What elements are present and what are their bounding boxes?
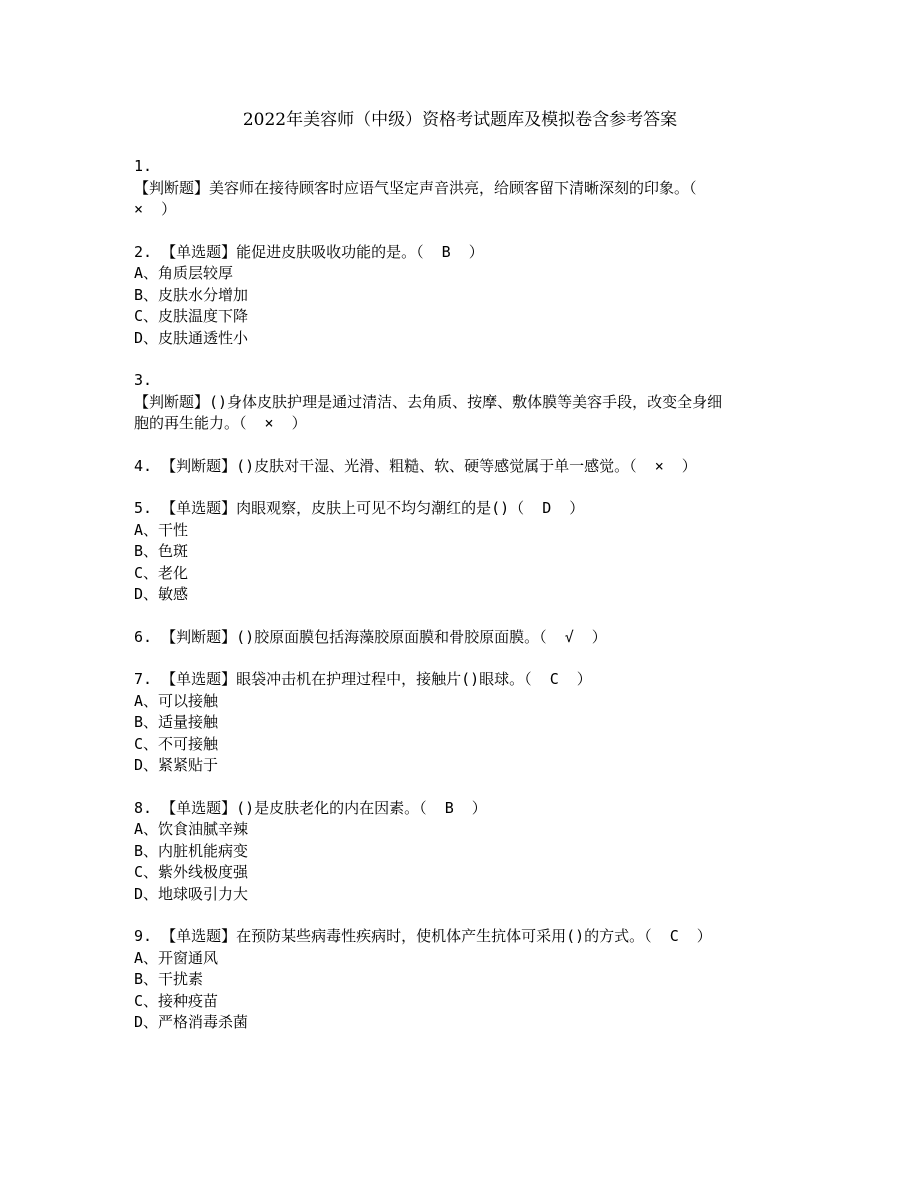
option-item: C、紫外线极度强	[134, 863, 249, 881]
question-text: 8. 【单选题】()是皮肤老化的内在因素。（ B ）	[134, 798, 487, 817]
question-text: 【判断题】()身体皮肤护理是通过清洁、去角质、按摩、敷体膜等美容手段，改变全身细	[134, 392, 723, 411]
option-item: A、饮食油腻辛辣	[134, 820, 249, 838]
question-item	[134, 669, 794, 777]
option-list	[134, 691, 794, 777]
option-item: A、角质层较厚	[134, 264, 234, 282]
option-item: B、色斑	[134, 542, 189, 560]
question-list	[134, 156, 794, 1055]
option-item: B、适量接触	[134, 713, 219, 731]
question-text: × ）	[134, 200, 177, 218]
option-item: A、可以接触	[134, 691, 219, 710]
question-number: 3.	[134, 371, 153, 389]
option-item: B、内脏机能病变	[134, 841, 249, 860]
question-item	[134, 798, 794, 906]
document-title: 2022年美容师（中级）资格考试题库及模拟卷含参考答案	[242, 110, 678, 130]
question-text: 胞的再生能力。（ × ）	[134, 414, 307, 432]
question-text: 4. 【判断题】()皮肤对干湿、光滑、粗糙、软、硬等感觉属于单一感觉。（ × ）	[134, 456, 697, 475]
option-list	[134, 948, 794, 1034]
question-item	[134, 456, 794, 478]
question-text: 5. 【单选题】肉眼观察，皮肤上可见不均匀潮红的是()（ D ）	[134, 499, 585, 517]
option-item: C、皮肤温度下降	[134, 307, 249, 325]
question-text: 6. 【判断题】()胶原面膜包括海藻胶原面膜和骨胶原面膜。（ √ ）	[134, 627, 607, 646]
option-list	[134, 263, 794, 349]
option-item: D、敏感	[134, 585, 189, 603]
question-text: 2. 【单选题】能促进皮肤吸收功能的是。（ B ）	[134, 242, 484, 261]
question-item	[134, 156, 794, 221]
option-item: B、皮肤水分增加	[134, 285, 249, 304]
question-text: 9. 【单选题】在预防某些病毒性疾病时，使机体产生抗体可采用()的方式。（ C ）	[134, 927, 712, 945]
option-item: D、地球吸引力大	[134, 884, 249, 903]
question-text: 【判断题】美容师在接待顾客时应语气坚定声音洪亮，给顾客留下清晰深刻的印象。（	[134, 178, 697, 197]
option-item: A、干性	[134, 520, 189, 539]
question-text: 7. 【单选题】眼袋冲击机在护理过程中，接触片()眼球。（ C ）	[134, 670, 592, 688]
option-item: C、不可接触	[134, 734, 219, 753]
question-number: 1.	[134, 157, 153, 175]
question-item	[134, 242, 794, 350]
option-item: B、干扰素	[134, 970, 204, 988]
question-item	[134, 627, 794, 649]
question-item	[134, 370, 794, 435]
question-item	[134, 926, 794, 1034]
option-item: A、开窗通风	[134, 948, 219, 967]
option-item: D、严格消毒杀菌	[134, 1013, 249, 1031]
option-item: D、皮肤通透性小	[134, 328, 249, 347]
option-list	[134, 819, 794, 905]
option-item: D、紧紧贴于	[134, 756, 219, 774]
option-item: C、老化	[134, 563, 189, 582]
option-list	[134, 520, 794, 606]
option-item: C、接种疫苗	[134, 991, 219, 1010]
question-item	[134, 498, 794, 606]
